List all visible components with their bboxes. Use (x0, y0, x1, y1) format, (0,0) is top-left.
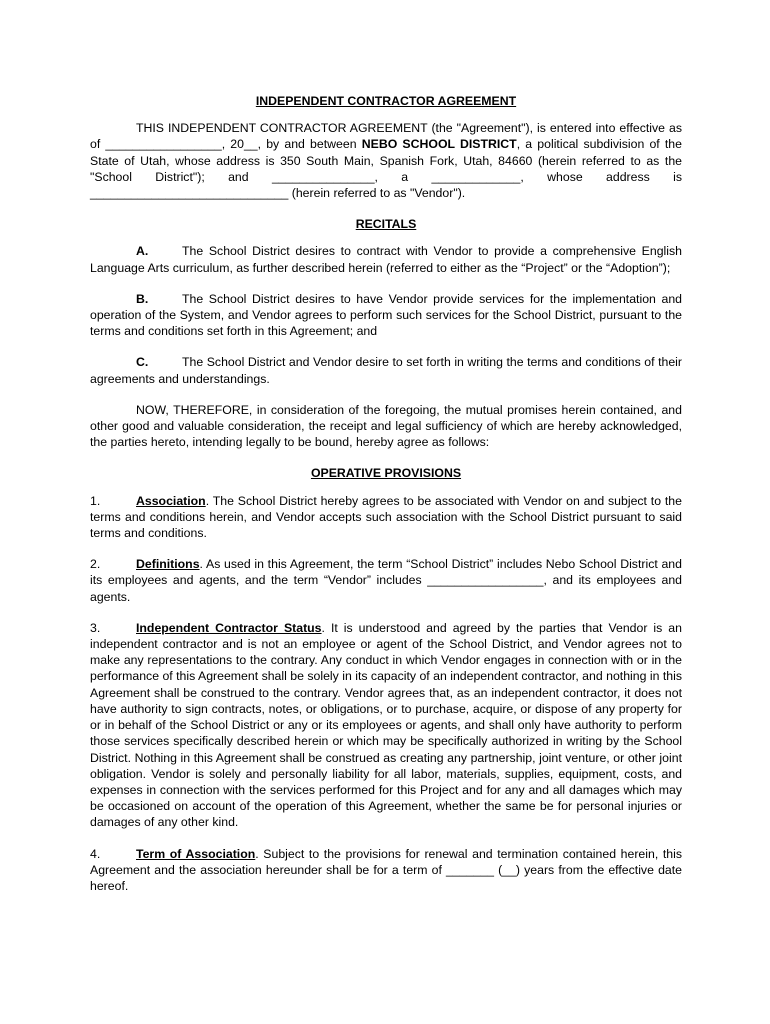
recital-letter: A. (136, 244, 149, 259)
provision-1 (90, 493, 686, 542)
provision-heading: Association (136, 493, 206, 508)
provision-heading: Independent Contractor Status (136, 620, 322, 635)
provision-3 (90, 620, 686, 831)
provision-number: 1. (90, 493, 101, 508)
now-therefore-paragraph: NOW, THEREFORE, in consideration of the foregoing, the mutual promises herein contained, and other good and valuable consideration, the receipt and legal sufficiency of which are hereby acknowledged, the parties hereto, intending legally to be bound, hereby agree as follows: (90, 402, 682, 450)
recital-c (90, 354, 686, 386)
intro-text-part2: , a political subdivision of the State of Utah, whose address is 350 South Main, Spanish Fork, Utah, 84660 (herein referred to as the "School District"); and _______________, a _____________, whose address is _____________________________ (herein referred to as "Vendor"). (90, 137, 686, 201)
provision-4 (90, 846, 686, 895)
provision-text: . Subject to the provisions for renewal and termination contained herein, this Agreement and the association hereunder shall be for a term of _______ (__) years from the effective date hereof. (90, 846, 686, 893)
recitals-heading: RECITALS (355, 217, 417, 232)
document-title: INDEPENDENT CONTRACTOR AGREEMENT (255, 94, 517, 108)
recital-letter: B. (136, 291, 149, 306)
provision-number: 4. (90, 846, 101, 861)
intro-paragraph (90, 120, 686, 201)
provision-heading: Definitions (136, 557, 200, 572)
provision-text: . It is understood and agreed by the parties that Vendor is an independent contractor and is not an employee or agent of the School District, and Vendor agrees not to make any representations to the contrary. Any conduct in which Vendor engages in connection with or in the performance of this Agreement shall be solely in its capacity of an independent contractor, and nothing in this Agreement shall be construed to the contrary. Vendor agrees that, as an independent contractor, it does not have authority to sign contracts, notes, or obligations, or to purchase, acquire, or dispose of any property for or in behalf of the School District or any or its employees or agents, and shall only have authority to perform those services specifically described herein or which may be specifically authorized in writing by the School District. Nothing in this Agreement shall be construed as creating any partnership, joint venture, or other joint obligation. Vendor is solely and personally liability for all labor, materials, supplies, equipment, costs, and expenses in connection with the services performed for this Project and for any and all damages which may be occasioned on account of the operation of this Agreement, whether the same be for personal injuries or damages of any other kind. (90, 620, 686, 830)
operative-provisions-heading: OPERATIVE PROVISIONS (310, 466, 462, 481)
provision-heading: Term of Association (136, 846, 256, 861)
document-page (90, 93, 686, 909)
provision-text: . As used in this Agreement, the term “School District” includes Nebo School District and its employees and agents, and the term “Vendor” includes _________________, and its employees and agents. (90, 557, 686, 604)
provision-number: 3. (90, 620, 101, 635)
recital-letter: C. (136, 355, 149, 370)
district-name: NEBO SCHOOL DISTRICT (361, 137, 517, 152)
recital-text: The School District desires to have Vendor provide services for the implementation and operation of the System, and Vendor agrees to perform such services for the School District, pursuant to the terms and conditions set forth in this Agreement; and (90, 291, 686, 339)
provision-number: 2. (90, 557, 101, 572)
intro-text-part1: THIS INDEPENDENT CONTRACTOR AGREEMENT (the "Agreement"), is entered into effective as of _________________, 20__, by and between (90, 121, 686, 152)
recital-text: The School District and Vendor desire to set forth in writing the terms and conditions of their agreements and understandings. (90, 355, 686, 386)
recital-a (90, 243, 686, 275)
provision-text: . The School District hereby agrees to be associated with Vendor on and subject to the terms and conditions herein, and Vendor accepts such association with the School District pursuant to said terms and conditions. (90, 493, 686, 541)
recital-text: The School District desires to contract with Vendor to provide a comprehensive English Language Arts curriculum, as further described herein (referred to either as the “Project” or the “Adoption”); (90, 244, 686, 275)
provision-2 (90, 556, 686, 605)
recital-b (90, 291, 686, 340)
